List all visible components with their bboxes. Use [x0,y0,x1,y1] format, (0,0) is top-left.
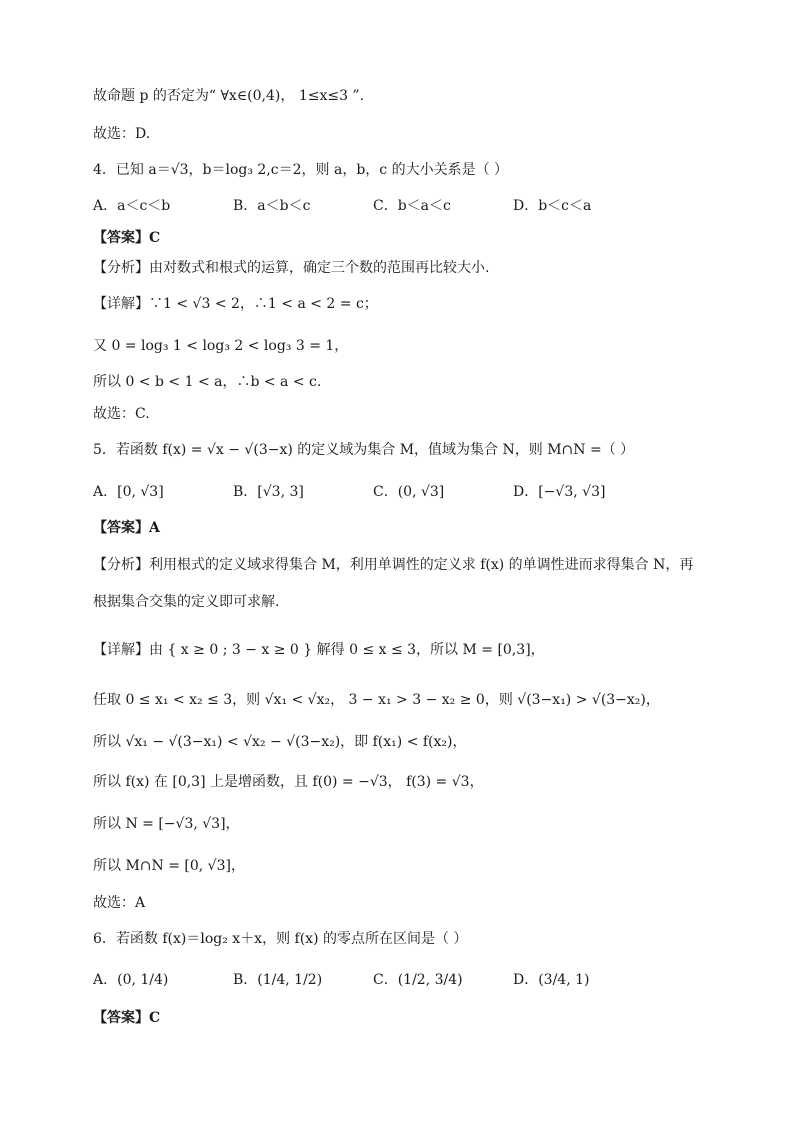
text-line: 所以 N = [−√3, √3]， [93,816,240,832]
text-line: 故选：A [93,895,146,911]
q6-answer: 【答案】C [93,1010,161,1026]
q4-detail: 【详解】∵1 < √3 < 2，∴1 < a < 2 = c； [93,296,378,312]
text-line: 故选：C. [93,406,150,422]
q5-answer: 【答案】A [93,520,160,536]
q6-option-d: D．(3/4, 1) [513,972,590,988]
text-line: 所以 f(x) 在 [0,3] 上是增函数，且 f(0) = −√3， f(3) = √3， [93,774,484,790]
question-6: 6．若函数 f(x)＝log₂ x＋x，则 f(x) 的零点所在区间是（ ） [93,931,468,947]
text-line: 故选：D. [93,126,151,142]
q5-option-d: D．[−√3, √3] [513,484,606,500]
text-line: 故命题 p 的否定为“ ∀x∈(0,4)， 1≤x≤3 ”. [93,88,365,104]
text-line: 所以 √x₁ − √(3−x₁) < √x₂ − √(3−x₂)，即 f(x₁) < f(x₂)， [93,734,467,750]
q4-analysis: 【分析】由对数式和根式的运算，确定三个数的范围再比较大小. [93,260,490,276]
text-line: 任取 0 ≤ x₁ < x₂ ≤ 3，则 √x₁ < √x₂， 3 − x₁ > 3 − x₂ ≥ 0，则 √(3−x₁) > √(3−x₂)， [93,692,660,708]
q6-options [93,970,713,990]
q4-option-a: A．a＜c＜b [93,198,171,214]
q5-options [93,482,713,502]
text-line: 又 0 = log₃ 1 < log₃ 2 < log₃ 3 = 1， [93,338,349,354]
question-4: 4．已知 a＝√3，b＝log₃ 2,c＝2，则 a，b，c 的大小关系是（ ） [93,162,509,178]
q5-analysis: 【分析】利用根式的定义域求得集合 M，利用单调性的定义求 f(x) 的单调性进而求得集合 N，再 [93,557,694,573]
q5-option-b: B．[√3, 3] [233,484,304,500]
q4-option-c: C．b＜a＜c [373,198,451,214]
q5-option-a: A．[0, √3] [93,484,164,500]
q5-option-c: C．(0, √3] [373,484,445,500]
q5-detail: 【详解】由 { x ≥ 0 ; 3 − x ≥ 0 } 解得 0 ≤ x ≤ 3，所以 M = [0,3]， [93,642,545,658]
q4-answer: 【答案】C [93,230,161,246]
q4-option-b: B．a＜b＜c [233,198,311,214]
q4-option-d: D．b＜c＜a [513,198,592,214]
text-line: 所以 0 < b < 1 < a，∴b < a < c. [93,374,322,390]
q6-option-a: A．(0, 1/4) [93,972,169,988]
question-5: 5．若函数 f(x) = √x − √(3−x) 的定义域为集合 M，值域为集合 N，则 M∩N =（ ） [93,442,635,458]
q6-option-c: C．(1/2, 3/4) [373,972,463,988]
q6-option-b: B．(1/4, 1/2) [233,972,323,988]
text-line: 所以 M∩N = [0, √3]， [93,858,245,874]
text-line: 根据集合交集的定义即可求解. [93,594,280,610]
q4-options [93,196,713,216]
